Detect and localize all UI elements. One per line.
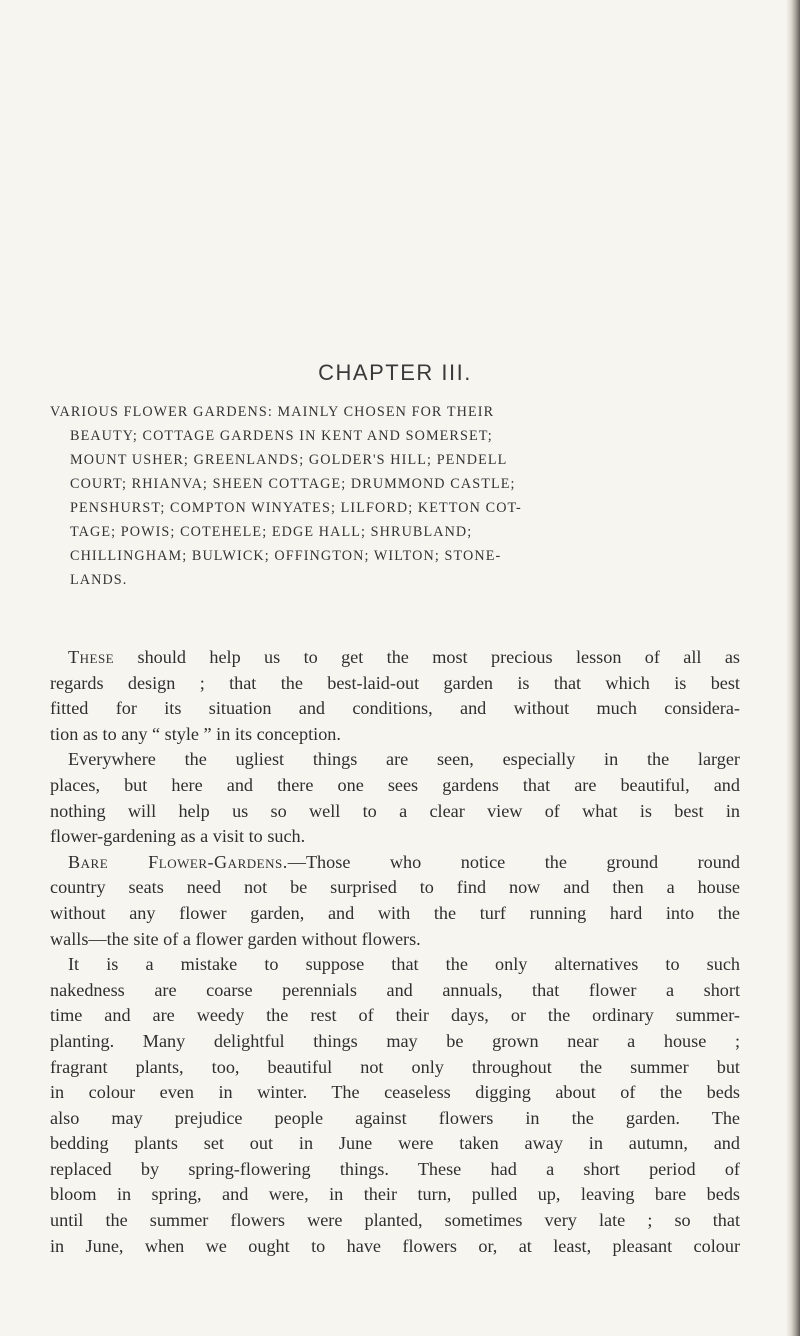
body-line: planting. Many delightful things may be grown near a house ;: [50, 1030, 740, 1051]
chapter-title: CHAPTER III.: [318, 359, 472, 385]
body-line: time and are weedy the rest of their days, or the ordinary summer-: [50, 1005, 740, 1026]
body-line-text: should help us to get the most precious lesson of all as: [114, 647, 740, 667]
summary-line: VARIOUS FLOWER GARDENS: MAINLY CHOSEN FOR THEIR: [50, 404, 495, 420]
body-line: [50, 850, 740, 876]
body-line: Everywhere the ugliest things are seen, especially in the larger: [68, 749, 740, 770]
paragraph-lead-in: These: [68, 647, 115, 667]
body-line: in colour even in winter. The ceaseless digging about of the beds: [50, 1082, 740, 1103]
body-line: until the summer flowers were planted, sometimes very late ; so that: [50, 1210, 740, 1231]
summary-line: COURT; RHIANVA; SHEEN COTTAGE; DRUMMOND CASTLE;: [70, 476, 516, 492]
body-line: It is a mistake to suppose that the only alternatives to such: [68, 954, 740, 975]
summary-line: PENSHURST; COMPTON WINYATES; LILFORD; KETTON COT-: [70, 500, 522, 516]
chapter-summary: [50, 400, 740, 592]
body-line: nakedness are coarse perennials and annuals, that flower a short: [50, 979, 740, 1000]
body-line: replaced by spring-flowering things. These had a short period of: [50, 1158, 740, 1179]
body-line: bloom in spring, and were, in their turn, pulled up, leaving bare beds: [50, 1184, 740, 1205]
body-line: places, but here and there one sees gardens that are beautiful, and: [50, 774, 740, 795]
summary-line: MOUNT USHER; GREENLANDS; GOLDER'S HILL; PENDELL: [70, 452, 508, 468]
body-line: tion as to any “ style ” in its conception.: [50, 723, 341, 744]
body-line: also may prejudice people against flowers in the garden. The: [50, 1107, 740, 1128]
body-line: flower-gardening as a visit to such.: [50, 826, 306, 847]
summary-line: TAGE; POWIS; COTEHELE; EDGE HALL; SHRUBLAND;: [70, 524, 473, 540]
summary-line: CHILLINGHAM; BULWICK; OFFINGTON; WILTON; STONE-: [70, 548, 502, 564]
body-line: walls—the site of a flower garden without flowers.: [50, 928, 421, 949]
summary-line: BEAUTY; COTTAGE GARDENS IN KENT AND SOMERSET;: [70, 428, 493, 444]
body-line: nothing will help us so well to a clear view of what is best in: [50, 800, 740, 821]
body-line: country seats need not be surprised to find now and then a house: [50, 877, 740, 898]
body-line-text: —Those who notice the ground round: [287, 851, 741, 872]
body-text: [50, 645, 740, 1259]
body-line: [50, 645, 740, 671]
body-line: in June, when we ought to have flowers or, at least, pleasant colour: [50, 1235, 740, 1256]
body-line: without any flower garden, and with the turf running hard into the: [50, 902, 740, 923]
section-heading: Bare Flower-Gardens.: [68, 851, 288, 872]
body-line: bedding plants set out in June were taken away in autumn, and: [50, 1133, 740, 1154]
body-line: regards design ; that the best-laid-out garden is that which is best: [50, 672, 740, 693]
page-binding-edge: [786, 0, 800, 1336]
summary-line: LANDS.: [70, 572, 128, 588]
body-line: fitted for its situation and conditions, and without much considera-: [50, 698, 740, 719]
body-line: fragrant plants, too, beautiful not only throughout the summer but: [50, 1056, 740, 1077]
